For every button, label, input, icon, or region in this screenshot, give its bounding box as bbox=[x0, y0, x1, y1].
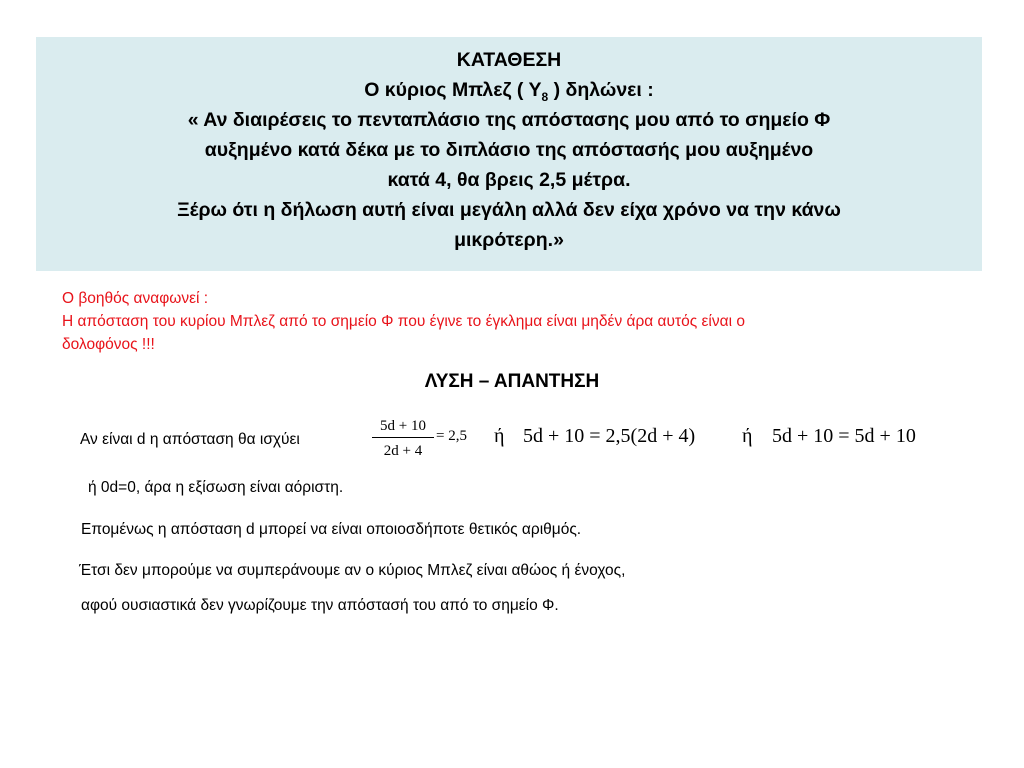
statement-line-1-post: ) δηλώνει : bbox=[548, 79, 654, 101]
statement-heading: ΚΑΤΑΘΕΣΗ bbox=[456, 49, 562, 71]
fraction-rhs: = 2,5 bbox=[436, 428, 467, 444]
assistant-line-1: Ο βοηθός αναφωνεί : bbox=[62, 290, 209, 307]
solution-step-1: ή 0d=0, άρα η εξίσωση είναι αόριστη. bbox=[88, 479, 344, 496]
or-separator-2: ή bbox=[742, 425, 753, 447]
statement-line-2: « Αν διαιρέσεις το πενταπλάσιο της απόστασης μου από το σημείο Φ bbox=[187, 109, 831, 131]
solution-title: ΛΥΣΗ – ΑΠΑΝΤΗΣΗ bbox=[424, 371, 600, 392]
equation-2: 5d + 10 = 2,5(2d + 4) bbox=[523, 425, 696, 447]
fraction-equation bbox=[372, 418, 434, 460]
statement-line-4: κατά 4, θα βρεις 2,5 μέτρα. bbox=[387, 169, 631, 191]
statement-line-1-sub: 8 bbox=[541, 89, 549, 104]
solution-intro: Αν είναι d η απόσταση θα ισχύει bbox=[80, 431, 300, 448]
statement-line-1 bbox=[36, 75, 982, 105]
statement-line-5: Ξέρω ότι η δήλωση αυτή είναι μεγάλη αλλά δεν είχα χρόνο να την κάνω bbox=[177, 199, 841, 221]
or-separator-1: ή bbox=[494, 425, 505, 447]
fraction-denominator: 2d + 4 bbox=[383, 443, 423, 459]
solution-step-4: αφού ουσιαστικά δεν γνωρίζουμε την απόστασή του από το σημείο Φ. bbox=[81, 597, 559, 614]
statement-line-3: αυξημένο κατά δέκα με το διπλάσιο της απόστασής μου αυξημένο bbox=[204, 139, 814, 161]
fraction-numerator: 5d + 10 bbox=[372, 418, 434, 438]
assistant-line-2: Η απόσταση του κυρίου Μπλεζ από το σημείο Φ που έγινε το έγκλημα είναι μηδέν άρα αυτός είναι ο bbox=[62, 313, 745, 330]
statement-line-1-pre: Ο κύριος Μπλεζ ( Υ bbox=[364, 79, 542, 101]
statement-box bbox=[36, 37, 982, 271]
assistant-line-3: δολοφόνος !!! bbox=[62, 336, 155, 353]
solution-step-2: Επομένως η απόσταση d μπορεί να είναι οποιοσδήποτε θετικός αριθμός. bbox=[81, 521, 582, 538]
statement-line-6: μικρότερη.» bbox=[454, 229, 564, 251]
equation-3: 5d + 10 = 5d + 10 bbox=[772, 425, 916, 447]
assistant-remark bbox=[62, 287, 962, 356]
solution-step-3: Έτσι δεν μπορούμε να συμπεράνουμε αν ο κύριος Μπλεζ είναι αθώος ή ένοχος, bbox=[79, 562, 626, 579]
